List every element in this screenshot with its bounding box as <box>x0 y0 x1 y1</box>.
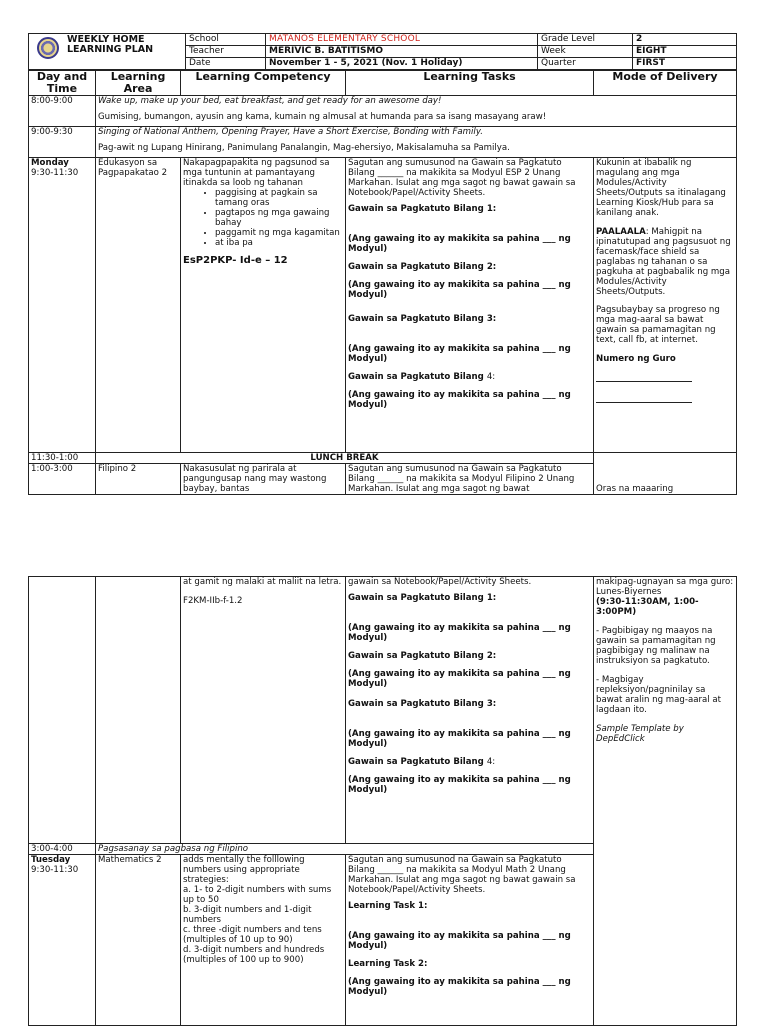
tuesday-lt1: Learning Task 1: <box>348 901 428 911</box>
filipino-g2: Gawain sa Pagkatuto Bilang 2: <box>348 651 497 661</box>
monday-bullet: • at iba pa <box>215 238 343 248</box>
filipino-delivery <box>594 577 737 1026</box>
filipino-cont-area <box>96 577 181 844</box>
monday-bullet: • pagtapos ng mga gawaing bahay <box>215 208 343 228</box>
grade-value: 2 <box>633 34 737 46</box>
filipino-task-2: gawain sa Notebook/Papel/Activity Sheets. <box>348 577 532 587</box>
filipino-cont-time <box>29 577 96 844</box>
monday-competency <box>181 158 346 453</box>
filipino-tasks <box>346 577 594 844</box>
school-value: MATANOS ELEMENTARY SCHOOL <box>266 34 538 46</box>
filipino-g2-page: (Ang gawaing ito ay makikita sa pahina ___ ng Modyul) <box>348 669 571 689</box>
monday-task-intro: Sagutan ang sumusunod na Gawain sa Pagkatuto Bilang ______ na makikita sa Modyul ESP 2 Unang Markahan. Isulat ang mga sagot ng bawat gawain sa Notebook/Papel/Activity Sheets. <box>348 158 576 198</box>
plan-table <box>28 70 737 495</box>
filipino-area: Filipino 2 <box>96 464 181 495</box>
routine-2-text <box>96 127 737 158</box>
lunch-label: LUNCH BREAK <box>96 453 594 464</box>
filipino-delivery-4: - Magbigay repleksiyon/pagninilay sa bawat aralin ng mag-aaral at lagdaan ito. <box>596 675 722 715</box>
deped-seal-icon <box>37 37 59 59</box>
col-delivery: Mode of Delivery <box>594 71 737 96</box>
tuesday-lt2: Learning Task 2: <box>348 959 428 969</box>
filipino-delivery-2: makipag-ugnayan sa mga guro: Lunes-Biyernes <box>596 577 734 597</box>
tuesday-task-intro: Sagutan ang sumusunod na Gawain sa Pagkatuto Bilang ______ na makikita sa Modyul Math 2 Unang Markahan. Isulat ang mga sagot ng bawat gawain sa Notebook/Papel/Activity Sheets. <box>348 855 576 895</box>
filipino-delivery-1-text: Oras na maaaring <box>596 484 674 494</box>
grade-label: Grade Level <box>538 34 633 46</box>
school-label: School <box>186 34 266 46</box>
filipino-g4 <box>348 757 591 767</box>
monday-area: Edukasyon sa Pagpapakatao 2 <box>96 158 181 453</box>
quarter-label: Quarter <box>538 58 633 70</box>
tuesday-competency-text: adds mentally the folllowing numbers using appropriate strategies: <box>183 855 305 885</box>
monday-delivery-1: Kukunin at ibabalik ng magulang ang mga Modules/Activity Sheets/Outputs sa itinalagang Learning Kiosk/Hub para sa kanilang anak. <box>596 158 726 218</box>
routine-1-english: Wake up, make up your bed, eat breakfast, and get ready for an awesome day! <box>98 96 442 106</box>
week-label: Week <box>538 46 633 58</box>
tuesday-item: d. 3-digit numbers and hundreds (multiples of 100 up to 900) <box>183 945 325 965</box>
filipino-task-1: Sagutan ang sumusunod na Gawain sa Pagkatuto Bilang ______ na makikita sa Modyul Filipino 2 Unang Markahan. Isulat ang mga sagot ng bawat <box>346 464 594 495</box>
monday-day: Monday <box>31 158 69 168</box>
routine-1-time: 8:00-9:00 <box>29 96 96 127</box>
monday-g4-label: Gawain sa Pagkatuto Bilang <box>348 372 487 382</box>
week-value: EIGHT <box>633 46 737 58</box>
plan-title-line-2: LEARNING PLAN <box>67 44 154 55</box>
monday-bullet: • paggising at pagkain sa tamang oras <box>215 188 343 208</box>
filipino-code: F2KM-IIb-f-1.2 <box>183 596 243 606</box>
monday-delivery <box>594 158 737 453</box>
page-2 <box>28 576 736 1026</box>
tuesday-day-time <box>29 855 96 1026</box>
monday-g2-page: (Ang gawaing ito ay makikita sa pahina ___ ng Modyul) <box>348 280 571 300</box>
filipino-time: 1:00-3:00 <box>29 464 96 495</box>
monday-time: 9:30-11:30 <box>31 168 79 178</box>
monday-competency-text: Nakapagpapakita ng pagsunod sa mga tuntunin at pamantayang itinakda sa loob ng tahanan <box>183 158 330 188</box>
routine-2-time: 9:00-9:30 <box>29 127 96 158</box>
monday-delivery-2: Pagsubaybay sa progreso ng mga mag-aaral sa bawat gawain sa pamamagitan ng text, call fb, at internet. <box>596 305 720 345</box>
paalala-label: PAALAALA <box>596 227 646 237</box>
monday-g1: Gawain sa Pagkatuto Bilang 1: <box>348 204 497 214</box>
filipino-g4-num: 4: <box>486 757 496 767</box>
date-label: Date <box>186 58 266 70</box>
plan-title <box>67 35 153 55</box>
col-learning-area: Learning Area <box>96 71 181 96</box>
plan-title-line-1: WEEKLY HOME <box>67 34 145 45</box>
monday-paalala <box>596 227 734 297</box>
routine-1-text <box>96 96 737 127</box>
tuesday-tasks <box>346 855 594 1026</box>
tuesday-lt1-page: (Ang gawaing ito ay makikita sa pahina ___ ng Modyul) <box>348 931 571 951</box>
lunch-time: 11:30-1:00 <box>29 453 96 464</box>
tuesday-item: b. 3-digit numbers and 1-digit numbers <box>183 905 312 925</box>
filipino-g4-page: (Ang gawaing ito ay makikita sa pahina ___ ng Modyul) <box>348 775 571 795</box>
monday-tasks <box>346 158 594 453</box>
page-1 <box>28 33 736 495</box>
filipino-delivery-3: - Pagbibigay ng maayos na gawain sa pamamagitan ng pagbibigay ng malinaw na instruksiyon sa pagkatuto. <box>596 626 716 666</box>
monday-day-time <box>29 158 96 453</box>
col-tasks: Learning Tasks <box>346 71 594 96</box>
teacher-label: Teacher <box>186 46 266 58</box>
monday-g3: Gawain sa Pagkatuto Bilang 3: <box>348 314 497 324</box>
tuesday-day: Tuesday <box>31 855 71 865</box>
col-competency: Learning Competency <box>181 71 346 96</box>
logo-cell <box>29 34 186 70</box>
numero-line-1 <box>596 373 734 385</box>
filipino-g3: Gawain sa Pagkatuto Bilang 3: <box>348 699 497 709</box>
monday-g4-page: (Ang gawaing ito ay makikita sa pahina ___ ng Modyul) <box>348 390 571 410</box>
filipino-competency-2-text: at gamit ng malaki at maliit na letra. <box>183 577 342 587</box>
sample-template-credit: Sample Template by DepEdClick <box>596 724 684 744</box>
routine-1-filipino: Gumising, bumangon, ayusin ang kama, kumain ng almusal at humanda para sa isang masayang araw! <box>98 112 547 122</box>
numero-ng-guro: Numero ng Guro <box>596 354 676 364</box>
reading-label: Pagsasanay sa pagbasa ng Filipino <box>96 844 594 855</box>
monday-g3-page: (Ang gawaing ito ay makikita sa pahina ___ ng Modyul) <box>348 344 571 364</box>
filipino-delivery-1 <box>594 453 737 495</box>
tuesday-item: a. 1- to 2-digit numbers with sums up to 50 <box>183 885 332 905</box>
reading-time: 3:00-4:00 <box>29 844 96 855</box>
col-day-time: Day and Time <box>29 71 96 96</box>
header-table <box>28 33 737 70</box>
teacher-value: MERIVIC B. BATITISMO <box>266 46 538 58</box>
date-value: November 1 - 5, 2021 (Nov. 1 Holiday) <box>266 58 538 70</box>
tuesday-area: Mathematics 2 <box>96 855 181 1026</box>
monday-g2: Gawain sa Pagkatuto Bilang 2: <box>348 262 497 272</box>
monday-code: EsP2PKP- Id-e – 12 <box>183 255 288 266</box>
quarter-value: FIRST <box>633 58 737 70</box>
tuesday-competency <box>181 855 346 1026</box>
tuesday-lt2-page: (Ang gawaing ito ay makikita sa pahina ___ ng Modyul) <box>348 977 571 997</box>
paalala-text: : Mahigpit na ipinatutupad ang pagsusuot ng facemask/face shield sa paglabas ng tahanan o sa pagkuha at pagbabalik ng mga Modules/Activity Sheets/Outputs. <box>596 227 731 297</box>
filipino-competency-1: Nakasusulat ng parirala at pangungusap nang may wastong baybay, bantas <box>181 464 346 495</box>
filipino-hours: (9:30-11:30AM, 1:00-3:00PM) <box>596 597 699 617</box>
plan-table-continued <box>28 576 737 1026</box>
tuesday-item: c. three -digit numbers and tens (multiples of 10 up to 90) <box>183 925 322 945</box>
tuesday-time: 9:30-11:30 <box>31 865 79 875</box>
filipino-g1-page: (Ang gawaing ito ay makikita sa pahina ___ ng Modyul) <box>348 623 571 643</box>
filipino-competency-2 <box>181 577 346 844</box>
monday-bullets <box>183 188 343 248</box>
filipino-g4-label: Gawain sa Pagkatuto Bilang <box>348 757 487 767</box>
numero-line-2 <box>596 394 734 406</box>
monday-g4 <box>348 372 591 382</box>
routine-2-english: Singing of National Anthem, Opening Prayer, Have a Short Exercise, Bonding with Family. <box>98 127 483 137</box>
monday-g4-num: 4: <box>486 372 496 382</box>
monday-bullet: • paggamit ng mga kagamitan <box>215 228 343 238</box>
monday-g1-page: (Ang gawaing ito ay makikita sa pahina ___ ng Modyul) <box>348 234 571 254</box>
filipino-g1: Gawain sa Pagkatuto Bilang 1: <box>348 593 497 603</box>
filipino-g3-page: (Ang gawaing ito ay makikita sa pahina ___ ng Modyul) <box>348 729 571 749</box>
routine-2-filipino: Pag-awit ng Lupang Hinirang, Panimulang Panalangin, Mag-ehersiyo, Makisalamuha sa Pamilya. <box>98 143 510 153</box>
